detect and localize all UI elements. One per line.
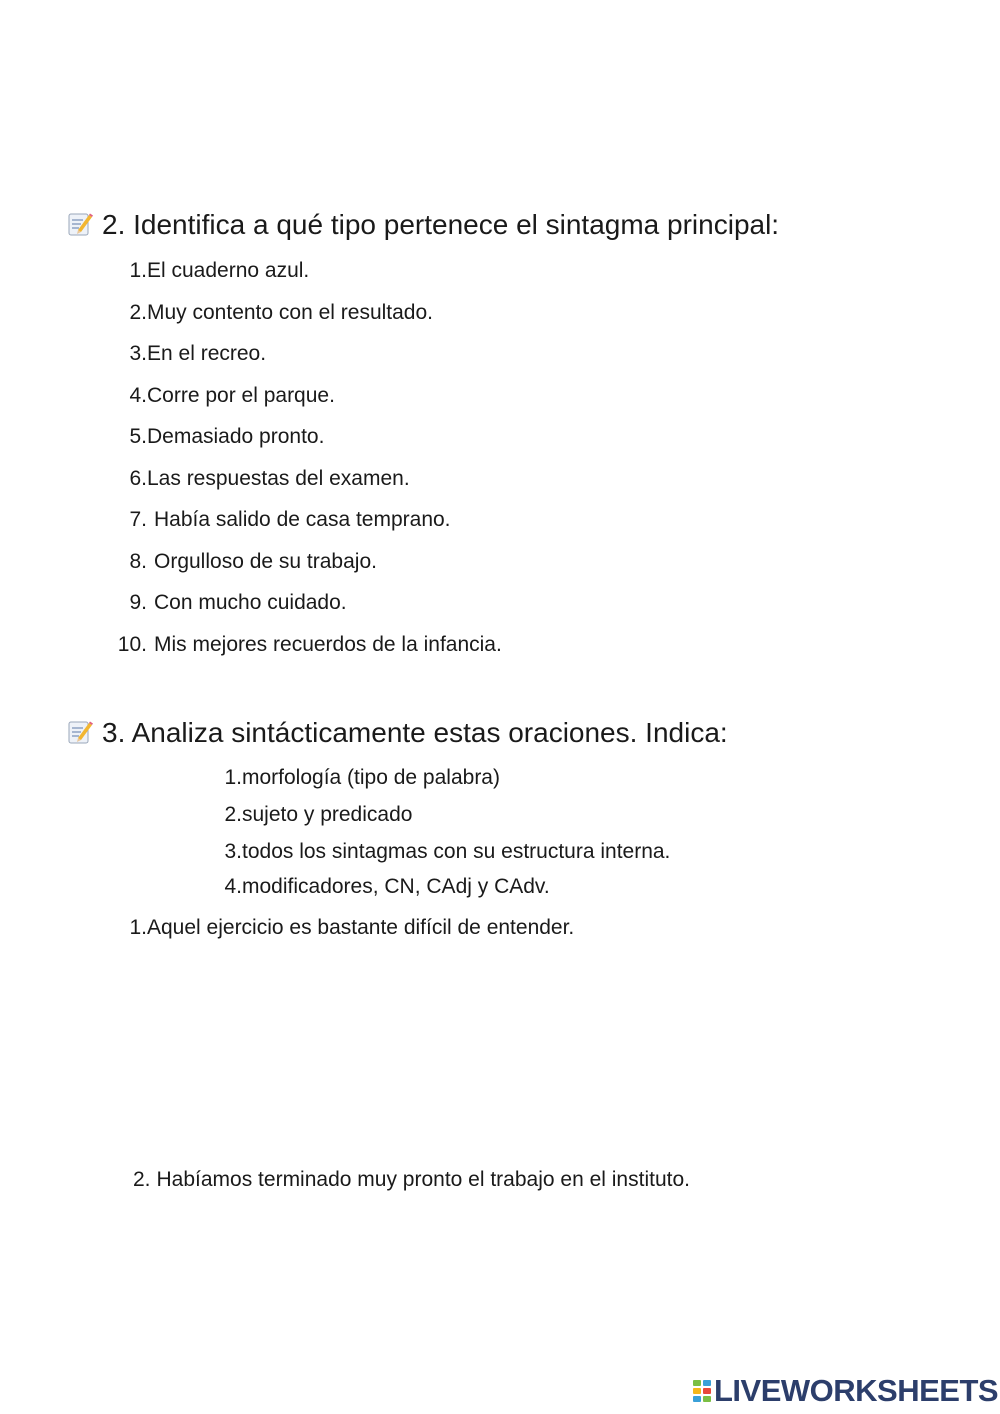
list-item: 2.sujeto y predicado — [224, 803, 413, 826]
list-item: 1.morfología (tipo de palabra) — [224, 766, 500, 789]
liveworksheets-logo — [692, 1374, 998, 1408]
list-item: 7. Había salido de casa temprano. — [129, 508, 451, 531]
memo-icon — [67, 719, 93, 745]
list-item: 6.Las respuestas del examen. — [129, 467, 410, 490]
list-item: 3.todos los sintagmas con su estructura interna. — [224, 840, 671, 863]
memo-icon — [67, 211, 93, 237]
exercise-3-heading: 3. Analiza sintácticamente estas oraciones. Indica: — [102, 717, 728, 748]
brand-name: LIVEWORKSHEETS — [714, 1373, 999, 1408]
list-item: 8. Orgulloso de su trabajo. — [129, 550, 377, 573]
list-item: 4.Corre por el parque. — [129, 384, 335, 407]
list-item: 3.En el recreo. — [129, 342, 267, 365]
liveworksheets-logo-icon — [692, 1378, 712, 1404]
list-item: 9. Con mucho cuidado. — [129, 591, 347, 614]
sentence-1: 1.Aquel ejercicio es bastante difícil de entender. — [129, 916, 575, 939]
list-item: 4.modificadores, CN, CAdj y CAdv. — [224, 875, 550, 898]
list-item: 1.El cuaderno azul. — [129, 259, 310, 282]
list-item: 5.Demasiado pronto. — [129, 425, 325, 448]
list-item: 10. Mis mejores recuerdos de la infancia. — [117, 633, 502, 656]
exercise-2-heading: 2. Identifica a qué tipo pertenece el sintagma principal: — [102, 209, 780, 240]
sentence-2: 2. Habíamos terminado muy pronto el trabajo en el instituto. — [133, 1168, 690, 1191]
list-item: 2.Muy contento con el resultado. — [129, 301, 434, 324]
